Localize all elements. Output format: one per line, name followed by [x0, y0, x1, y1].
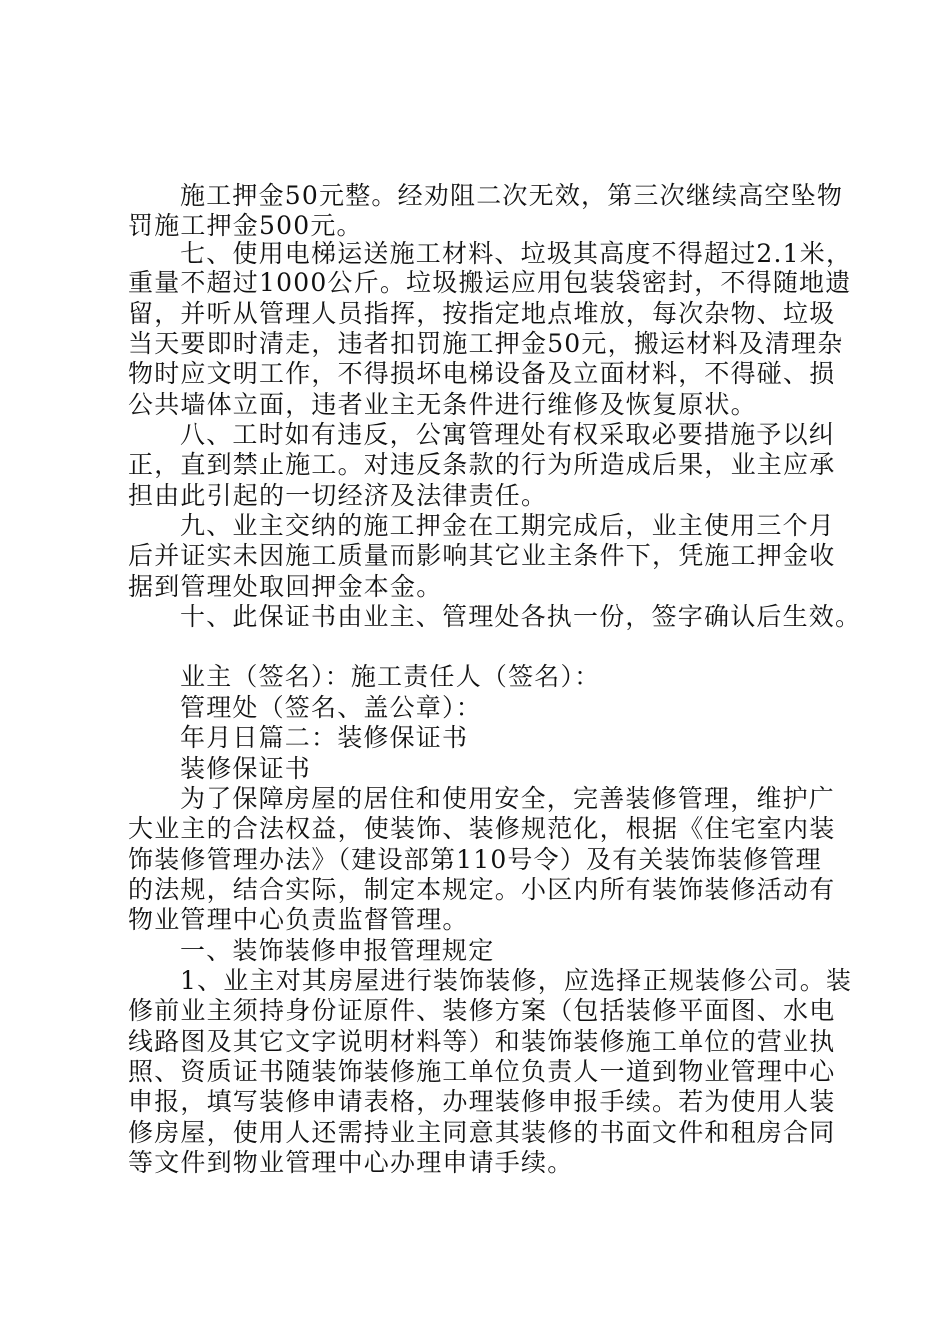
text-line: 的法规，结合实际，制定本规定。小区内所有装饰装修活动有	[128, 875, 836, 904]
text-line: 修前业主须持身份证原件、装修方案（包括装修平面图、水电	[128, 996, 836, 1025]
text-line: 正，直到禁止施工。对违反条款的行为所造成后果，业主应承	[128, 450, 836, 479]
text-line: 十、此保证书由业主、管理处各执一份，签字确认后生效。	[180, 602, 862, 631]
text-line: 罚施工押金500元。	[128, 211, 363, 240]
text-line: 施工押金50元整。经劝阻二次无效，第三次继续高空坠物	[180, 181, 844, 210]
text-line: 九、业主交纳的施工押金在工期完成后，业主使用三个月	[180, 511, 836, 540]
text-line: 重量不超过1000公斤。垃圾搬运应用包装袋密封，不得随地遗	[128, 268, 852, 297]
text-line: 1、业主对其房屋进行装饰装修，应选择正规装修公司。装	[180, 966, 853, 995]
date-line: 年月日篇二：装修保证书	[180, 723, 469, 752]
text-line: 线路图及其它文字说明材料等）和装饰装修施工单位的营业执	[128, 1027, 836, 1056]
signature-line: 管理处（签名、盖公章）：	[180, 693, 482, 722]
text-line: 据到管理处取回押金本金。	[128, 572, 443, 601]
text-line: 当天要即时清走，违者扣罚施工押金50元，搬运材料及清理杂	[128, 329, 844, 358]
text-line: 大业主的合法权益，使装饰、装修规范化，根据《住宅室内装	[128, 814, 836, 843]
text-line: 公共墙体立面，违者业主无条件进行维修及恢复原状。	[128, 390, 757, 419]
text-line: 八、工时如有违反，公寓管理处有权采取必要措施予以纠	[180, 420, 836, 449]
text-line: 申报，填写装修申请表格，办理装修申报手续。若为使用人装	[128, 1087, 836, 1116]
section-heading: 一、装饰装修申报管理规定	[180, 936, 495, 965]
section-title: 装修保证书	[180, 754, 312, 783]
text-line: 后并证实未因施工质量而影响其它业主条件下，凭施工押金收	[128, 541, 836, 570]
text-line: 物业管理中心负责监督管理。	[128, 905, 469, 934]
text-line: 照、资质证书随装饰装修施工单位负责人一道到物业管理中心	[128, 1057, 836, 1086]
text-line: 七、使用电梯运送施工材料、垃圾其高度不得超过2.1米，	[180, 239, 853, 268]
text-line: 饰装修管理办法》（建设部第110号令）及有关装饰装修管理	[128, 845, 822, 874]
signature-line: 业主（签名）：施工责任人（签名）：	[180, 662, 601, 691]
text-line: 修房屋，使用人还需持业主同意其装修的书面文件和租房合同	[128, 1118, 836, 1147]
text-line: 物时应文明工作，不得损坏电梯设备及立面材料，不得碰、损	[128, 359, 836, 388]
text-line: 担由此引起的一切经济及法律责任。	[128, 481, 548, 510]
text-line: 等文件到物业管理中心办理申请手续。	[128, 1148, 574, 1177]
text-line: 留，并听从管理人员指挥，按指定地点堆放，每次杂物、垃圾	[128, 299, 836, 328]
text-line: 为了保障房屋的居住和使用安全，完善装修管理，维护广	[180, 784, 836, 813]
